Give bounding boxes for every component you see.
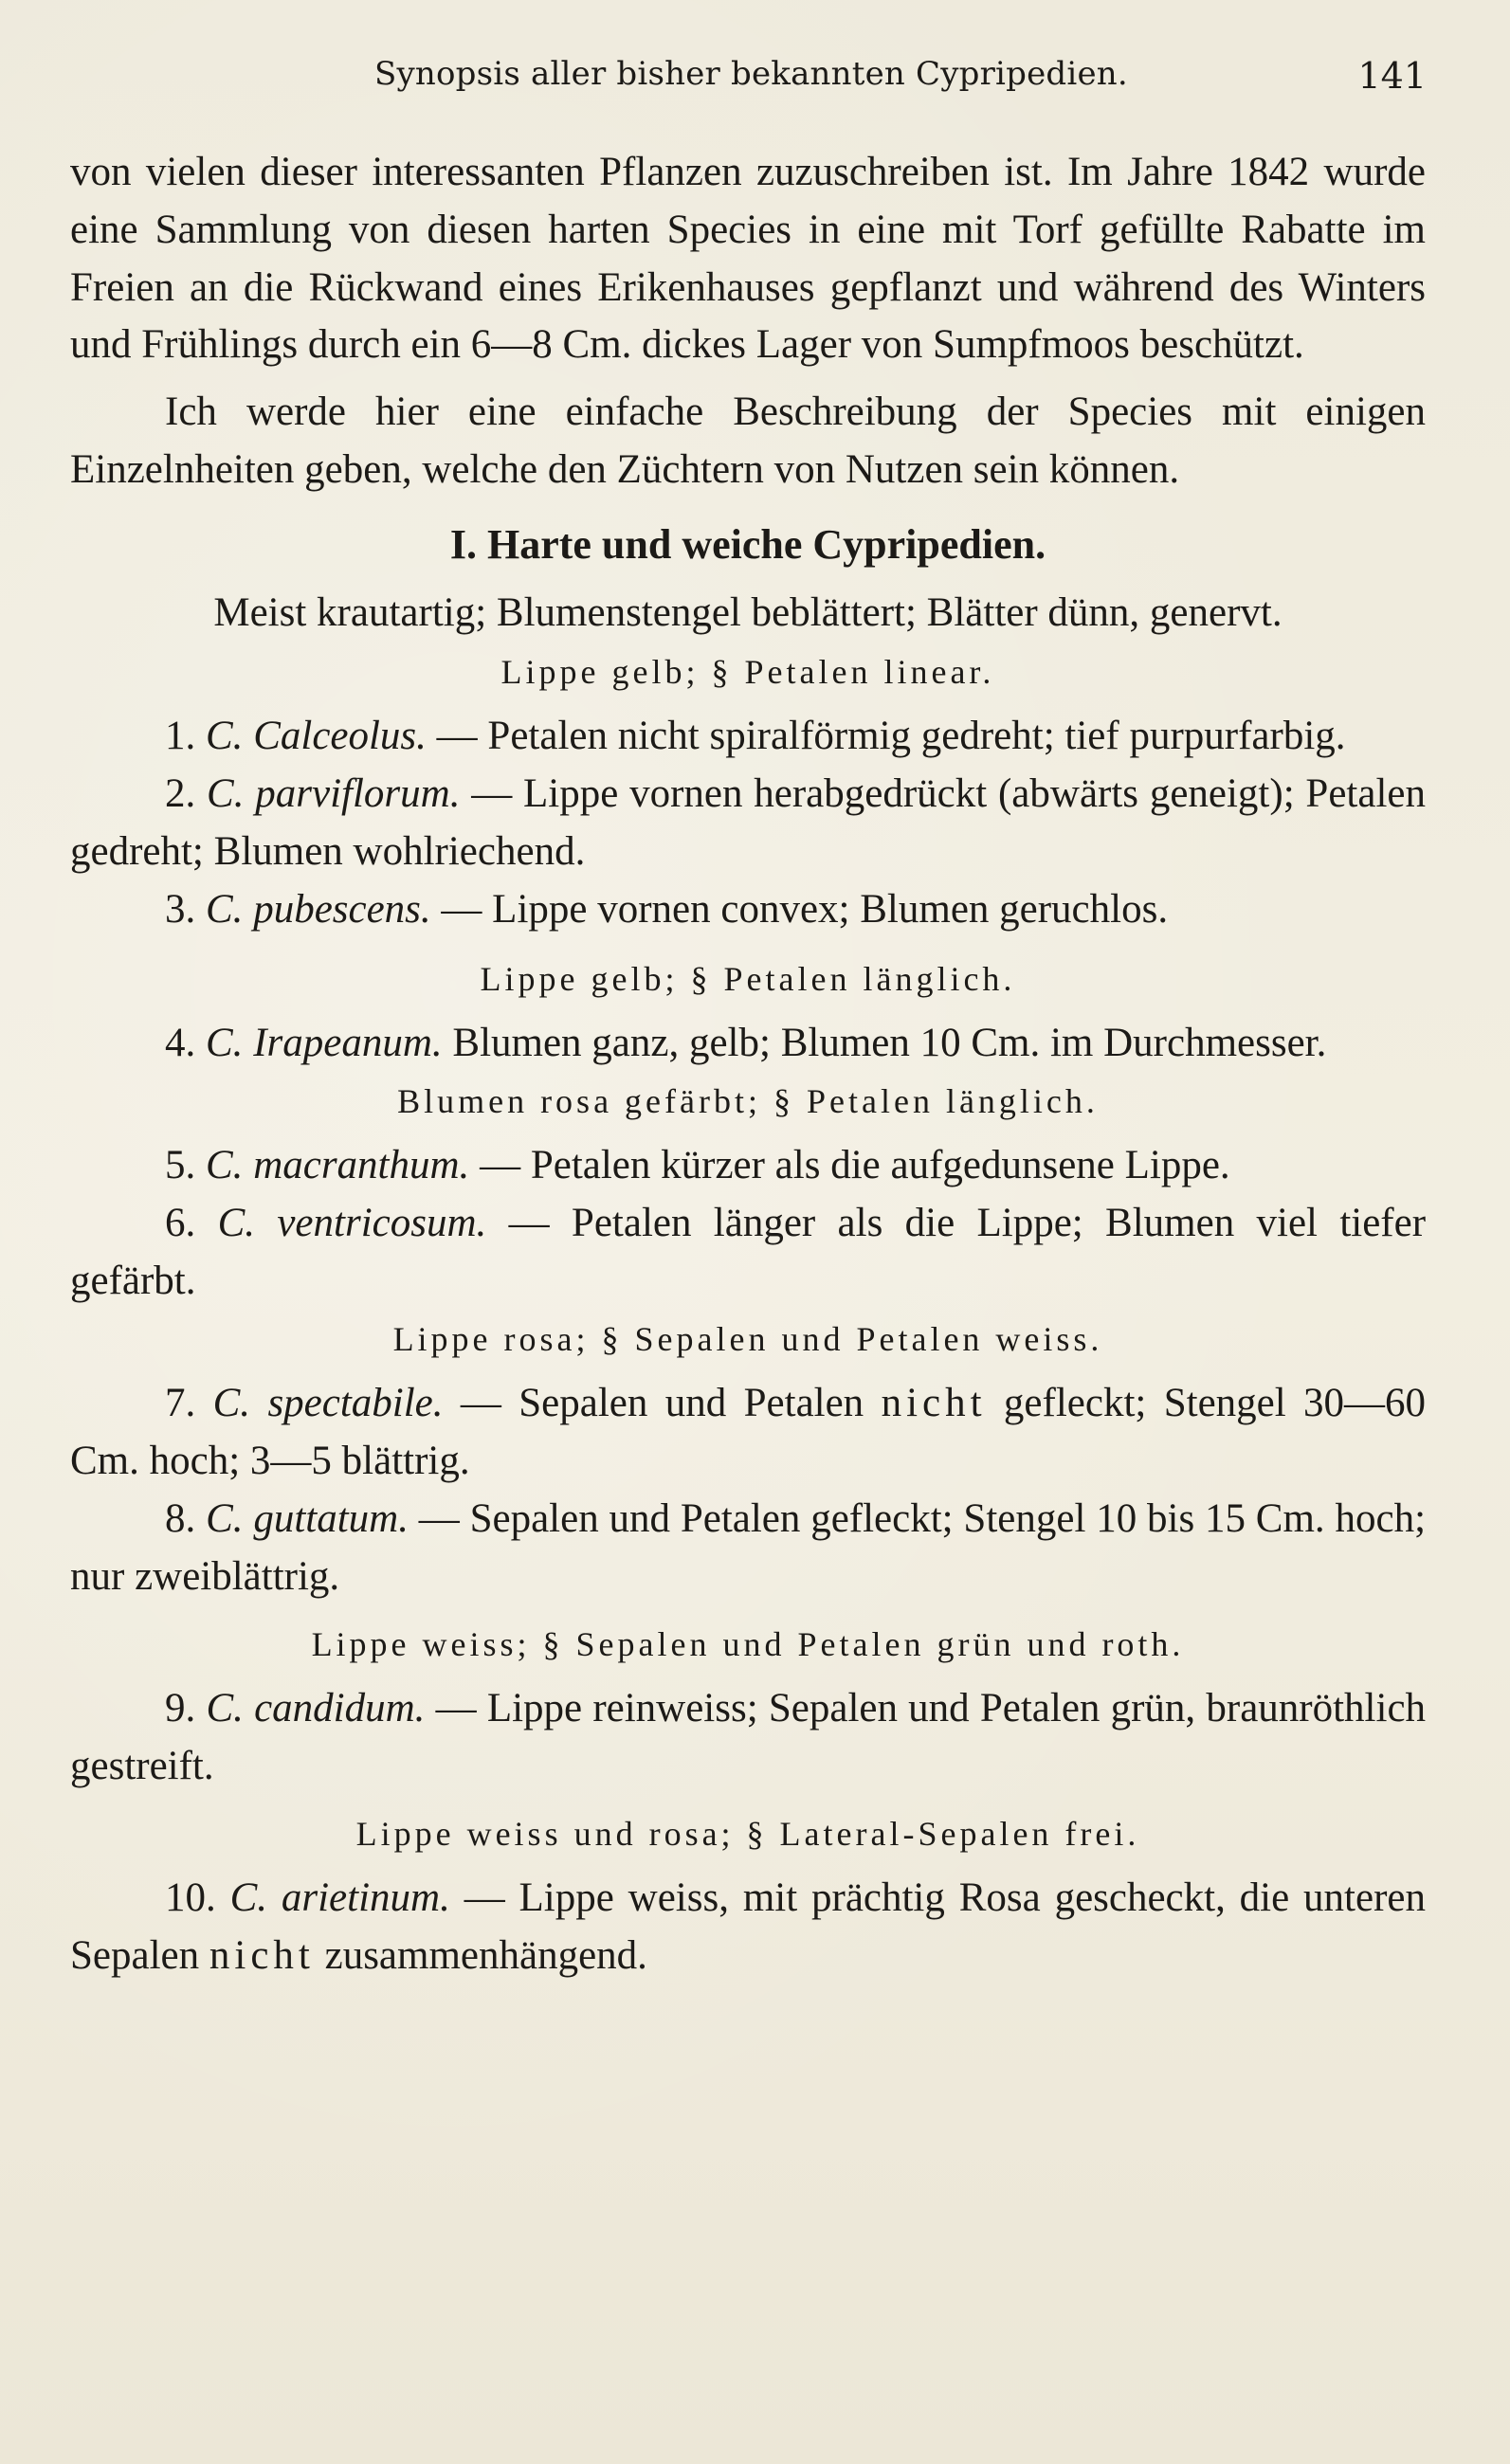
entry-number: 7. [165, 1380, 196, 1425]
species-entry [70, 707, 1426, 765]
group-heading: Blumen rosa gefärbt; § Petalen länglich. [397, 1081, 1099, 1120]
page-number: 141 [1357, 55, 1427, 97]
entry-genus: C. [206, 1142, 244, 1187]
entry-description-a: — Lippe weiss, mit prächtig Rosa gescheckt, die unteren Sepalen [70, 1875, 1426, 1978]
intro-paragraph-1: von vielen dieser interessanten Pflanzen zuzuschreiben ist. Im Jahre 1842 wurde eine Sammlung von diesen harten Species in eine mit Torf gefüllte Rabatte im Freien an die Rückwand eines Erikenhauses gepflanzt und während des Winters und Frühlings durch ein 6—8 Cm. dickes Lager von Sumpfmoos beschützt. [70, 150, 1426, 368]
entry-number: 1. [165, 713, 196, 758]
species-entry [70, 1194, 1426, 1310]
entry-species: pubescens. [253, 886, 431, 932]
entry-number: 2. [165, 770, 196, 816]
entry-species: arietinum. [281, 1875, 450, 1920]
species-entry [70, 1679, 1426, 1795]
running-title: Synopsis aller bisher bekannten Cypripedien. [374, 55, 1128, 93]
entry-species: macranthum. [253, 1142, 470, 1187]
entry-description: — Lippe vornen convex; Blumen geruchlos. [441, 886, 1169, 932]
entry-species: parviflorum. [255, 770, 461, 816]
species-entry [70, 765, 1426, 880]
group-heading: Lippe gelb; § Petalen linear. [500, 652, 995, 691]
running-header [374, 55, 1427, 97]
species-entry [70, 1490, 1426, 1605]
entry-emphasis: nicht [881, 1380, 987, 1425]
entry-number: 9. [165, 1685, 196, 1730]
group-heading: Lippe rosa; § Sepalen und Petalen weiss. [392, 1319, 1103, 1358]
entry-description-a: — Sepalen und Petalen [460, 1380, 864, 1425]
entry-description: Blumen ganz, gelb; Blumen 10 Cm. im Durchmesser. [452, 1020, 1327, 1065]
intro-paragraph-2: Ich werde hier eine einfache Beschreibung der Species mit einigen Einzelnheiten geben, welche den Züchtern von Nutzen sein können. [70, 390, 1426, 492]
species-entry [70, 1014, 1426, 1072]
entry-species: Calceolus. [253, 713, 427, 758]
entry-number: 5. [165, 1142, 196, 1187]
entry-genus: C. [206, 1020, 244, 1065]
entry-description: — Petalen länger als die Lippe; Blumen viel tiefer gefärbt. [70, 1200, 1427, 1303]
entry-species: ventricosum. [277, 1200, 487, 1245]
entry-genus: C. [207, 770, 245, 816]
entry-species: guttatum. [253, 1495, 409, 1541]
entry-emphasis: nicht [209, 1932, 315, 1978]
entry-number: 3. [165, 886, 196, 932]
entry-description-b: gefleckt; Stengel 30—60 Cm. hoch; 3—5 blättrig. [70, 1380, 1427, 1483]
entry-species: candidum. [254, 1685, 426, 1730]
entry-description: — Lippe reinweiss; Sepalen und Petalen grün, braunröthlich gestreift. [70, 1685, 1427, 1788]
entry-genus: C. [229, 1875, 268, 1920]
species-entry [70, 1869, 1426, 1984]
entry-number: 4. [165, 1020, 196, 1065]
entry-genus: C. [206, 886, 244, 932]
body-text [70, 144, 1426, 1984]
entry-description-b: zusammenhängend. [324, 1932, 647, 1978]
entry-species: spectabile. [267, 1380, 444, 1425]
group-heading: Lippe weiss; § Sepalen und Petalen grün und roth. [311, 1624, 1185, 1663]
entry-genus: C. [212, 1380, 251, 1425]
entry-number: 8. [165, 1495, 196, 1541]
entry-description: — Lippe vornen herabgedrückt (abwärts geneigt); Petalen gedreht; Blumen wohlriechend. [70, 770, 1426, 874]
entry-number: 10. [165, 1875, 216, 1920]
entry-description: — Petalen nicht spiralförmig gedreht; tief purpurfarbig. [436, 713, 1346, 758]
group-heading: Lippe gelb; § Petalen länglich. [480, 959, 1016, 998]
entry-genus: C. [206, 1495, 244, 1541]
group-heading: Lippe weiss und rosa; § Lateral-Sepalen frei. [355, 1814, 1140, 1853]
species-entry [70, 1374, 1426, 1490]
entry-genus: C. [217, 1200, 256, 1245]
entry-description: — Petalen kürzer als die aufgedunsene Lippe. [480, 1142, 1230, 1187]
entry-genus: C. [206, 1685, 244, 1730]
entry-number: 6. [165, 1200, 196, 1245]
section-heading: I. Harte und weiche Cypripedien. [449, 520, 1046, 568]
entry-species: Irapeanum. [253, 1020, 443, 1065]
section-description: Meist krautartig; Blumenstengel beblättert; Blätter dünn, genervt. [213, 589, 1283, 635]
species-entry [70, 880, 1426, 938]
entry-description: — Sepalen und Petalen gefleckt; Stengel 10 bis 15 Cm. hoch; nur zweiblättrig. [70, 1495, 1427, 1599]
entry-genus: C. [206, 713, 244, 758]
species-entry [70, 1136, 1426, 1194]
